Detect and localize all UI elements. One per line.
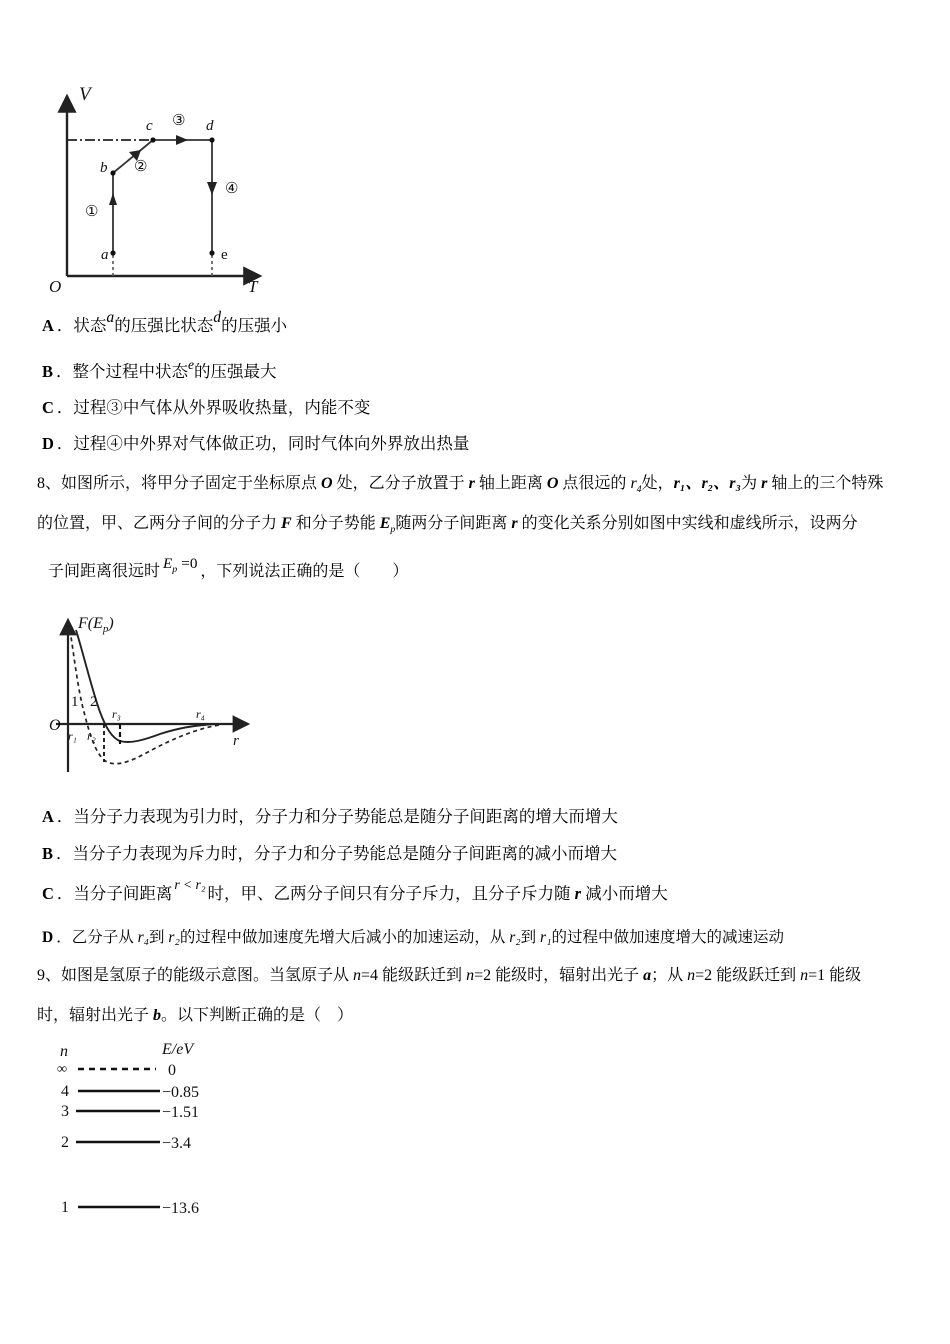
q8-l3-eq: =0: [181, 555, 198, 572]
q7-option-b-state: e: [188, 357, 195, 372]
q8-option-d-c: 的过程中做加速度先增大后减小的加速运动，从: [179, 929, 510, 946]
q8-l3-Ep-sub: p: [172, 564, 178, 576]
fr-graph-svg: [48, 612, 298, 782]
state-dot-b: [110, 170, 115, 175]
q7-option-b-label: B: [42, 362, 54, 381]
q8-option-c-suffix-b: 减小而增大: [581, 884, 668, 903]
q8-option-d-label: D: [42, 929, 54, 946]
energy-level-label-4: 4: [61, 1083, 69, 1100]
q7-option-a-label: A: [42, 316, 54, 335]
fr-r-axis-label: r: [233, 733, 239, 749]
fr-curve-label-2: 2: [90, 694, 98, 710]
q7-option-a-suffix: 的压强小: [221, 316, 288, 335]
q8-option-d-r4: r₄: [137, 929, 150, 946]
q8-l1b: 处，乙分子放置于: [332, 475, 469, 492]
q7-option-d: D ．过程④中外界对气体做正功，同时气体向外界放出热量: [42, 434, 470, 453]
q8-option-c-r: r: [574, 884, 582, 903]
q7-option-d-label: D: [42, 434, 54, 453]
q8-option-d-r1: r₁: [540, 929, 552, 946]
q7-option-a-state-2: d: [213, 309, 222, 326]
q7-option-c-text: 过程③中气体从外界吸收热量，内能不变: [73, 398, 371, 417]
process-4-arrow: [207, 182, 217, 195]
q8-l2-F: F: [281, 515, 292, 532]
q8-number: 8、: [37, 475, 62, 492]
vt-point-label-c: c: [146, 118, 153, 134]
q8-l2b: 和分子势能: [291, 515, 380, 532]
q9-n2: n: [466, 967, 475, 984]
q9-l1f: =1 能级: [808, 967, 862, 984]
q8-option-a-text: 当分子力表现为引力时，分子力和分子势能总是随分子间距离的增大而增大: [73, 807, 618, 826]
q8-l1c: 轴上距离: [474, 475, 547, 492]
state-dot-e: [209, 250, 214, 255]
q9-l1b: =4 能级跃迁到: [361, 967, 467, 984]
vt-process-label-2: ②: [134, 157, 148, 175]
q8-option-c-prefix: 当分子间距离: [73, 884, 173, 903]
q7-option-a-state-1: a: [106, 309, 115, 326]
q9-n2b: n: [687, 967, 696, 984]
q8-stem-line-2: [37, 510, 858, 535]
fr-tick-label-r2: r₂: [87, 729, 96, 743]
q8-l1g: 轴上的三个特殊: [767, 475, 884, 492]
q8-l2-Ep-sub: p: [390, 524, 396, 536]
energy-level-value-inf: 0: [168, 1062, 176, 1079]
q8-l1f: 为: [741, 475, 762, 492]
fr-curve-label-1: 1: [71, 694, 79, 710]
vt-point-label-d: d: [206, 118, 214, 134]
q9-stem-line-2: [37, 1002, 353, 1025]
energy-level-value-2: −3.4: [162, 1135, 192, 1152]
energy-level-label-1: 1: [61, 1199, 69, 1216]
energy-level-value-3: −1.51: [162, 1104, 200, 1121]
q8-l1a: 如图所示，将甲分子固定于坐标原点: [61, 475, 322, 492]
q9-photon-b: b: [153, 1007, 162, 1024]
q8-l3-Ep: E: [163, 555, 173, 572]
q7-option-b-prefix: 整个过程中状态: [72, 362, 189, 381]
q9-l1a: 如图是氢原子的能级示意图。当氢原子从: [61, 967, 354, 984]
q9-n4: n: [353, 967, 362, 984]
q8-l1e: 处，: [641, 475, 674, 492]
fr-y-axis-label: $F(E_p)$: [78, 615, 114, 635]
q8-option-c: C ．当分子间距离 r < r₂ 时，甲、乙两分子间只有分子斥力，且分子斥力随 r 减小而增大: [42, 877, 668, 903]
q9-l2a: 时，辐射出光子: [37, 1007, 154, 1024]
q7-option-d-text: 过程④中外界对气体做正功，同时气体向外界放出热量: [73, 434, 470, 453]
q8-l2d: 的变化关系分别如图中实线和虚线所示，设两分: [517, 515, 858, 532]
q8-l1-r2: r: [761, 475, 768, 492]
q8-option-b-text: 当分子力表现为斥力时，分子力和分子势能总是随分子间距离的减小而增大: [72, 844, 618, 863]
state-dot-d: [209, 137, 214, 142]
q9-l1d: ；从: [651, 967, 688, 984]
q9-photon-a: a: [643, 967, 652, 984]
q8-option-d: D ．乙分子从 r₄到 r₂的过程中做加速度先增大后减小的加速运动，从 r₂到 r₁的过程中做加速度增大的减速运动: [42, 929, 784, 946]
q8-option-d-r2: r₂: [168, 929, 180, 946]
q9-stem-line-1: [37, 962, 861, 985]
q8-stem-line-3: [48, 555, 409, 583]
vt-process-label-1: ①: [85, 202, 99, 220]
process-1-arrow: [109, 193, 117, 205]
vt-axis-x-label: T: [248, 277, 258, 293]
figure-energy-levels: [52, 1040, 267, 1230]
q8-option-c-condition: r < r₂: [174, 877, 206, 892]
q8-l1-origin: O: [321, 475, 333, 492]
energy-level-value-1: −13.6: [162, 1200, 200, 1217]
state-dot-a: [110, 250, 115, 255]
energy-level-svg: [52, 1040, 267, 1230]
q7-option-c: C ．过程③中气体从外界吸收热量，内能不变: [42, 398, 371, 417]
energy-level-value-4: −0.85: [162, 1084, 200, 1101]
q7-option-c-label: C: [42, 398, 54, 417]
q8-l1-rlist: r₁、r₂、r₃: [673, 475, 742, 492]
q8-l1-r: r: [468, 475, 475, 492]
fr-tick-label-r1: r₁: [68, 729, 77, 743]
q8-option-d-d: 到: [520, 929, 541, 946]
energy-level-label-inf: ∞: [57, 1062, 67, 1077]
q8-option-c-label: C: [42, 884, 54, 903]
energy-col-header-E: E/eV: [162, 1041, 194, 1058]
q8-option-d-e: 的过程中做加速度增大的减速运动: [551, 929, 784, 946]
q8-option-b: B ．当分子力表现为斥力时，分子力和分子势能总是随分子间距离的减小而增大: [42, 844, 618, 863]
q9-l2b: 。以下判断正确的是（ ）: [161, 1007, 354, 1024]
q8-l2-r: r: [511, 515, 518, 532]
q7-option-a-prefix: 状态: [73, 316, 107, 335]
state-dot-c: [150, 137, 155, 142]
q9-n1: n: [800, 967, 809, 984]
q8-option-d-a: 乙分子从: [71, 929, 138, 946]
fr-tick-label-r4: r₄: [196, 707, 205, 721]
q8-l1-r4-sub: 4: [636, 484, 642, 496]
q9-l1e: =2 能级跃迁到: [695, 967, 801, 984]
vt-origin-label: O: [49, 277, 62, 293]
q9-l1c: =2 能级时，辐射出光子: [474, 967, 644, 984]
q8-l1-origin-2: O: [546, 475, 559, 492]
q8-option-b-label: B: [42, 844, 54, 863]
energy-level-label-2: 2: [61, 1134, 69, 1151]
figure-vt-diagram: [45, 78, 305, 293]
q8-option-a: A ．当分子力表现为引力时，分子力和分子势能总是随分子间距离的增大而增大: [42, 807, 618, 826]
q8-option-d-b: 到: [149, 929, 169, 946]
q7-option-b: B ．整个过程中状态e的压强最大: [42, 357, 277, 381]
q8-l3b: ，下列说法正确的是（ ）: [200, 563, 409, 580]
q8-stem-line-1: [37, 470, 883, 495]
vt-process-label-4: ④: [225, 179, 239, 197]
vt-axis-y-label: V: [79, 84, 91, 105]
q8-option-a-label: A: [42, 807, 54, 826]
vt-point-label-a: a: [101, 247, 109, 263]
q7-option-a: A ．状态a的压强比状态d的压强小: [42, 309, 288, 335]
q8-option-c-suffix-a: 时，甲、乙两分子间只有分子斥力，且分子斥力随: [207, 884, 575, 903]
vt-process-label-3: ③: [172, 111, 186, 129]
figure-fr-graph: [48, 612, 298, 782]
q8-l2-Ep: E: [379, 515, 391, 532]
q8-l3a: 子间距离很远时: [48, 563, 161, 580]
process-3-arrow: [176, 135, 188, 145]
vt-point-label-e: e: [221, 247, 228, 263]
q8-l1-r4: r: [630, 475, 637, 492]
fr-tick-label-r3: r₃: [112, 707, 121, 721]
q9-number: 9、: [37, 967, 62, 984]
q8-l2a: 的位置，甲、乙两分子间的分子力: [37, 515, 282, 532]
fr-origin-label: O: [49, 717, 61, 734]
vt-diagram-svg: [45, 78, 305, 293]
q7-option-b-suffix: 的压强最大: [194, 362, 277, 381]
q8-l2c: 随两分子间距离: [395, 515, 512, 532]
energy-level-label-3: 3: [61, 1103, 69, 1120]
vt-point-label-b: b: [100, 160, 108, 176]
q8-option-d-r2b: r₂: [509, 929, 521, 946]
q8-l1d: 点很远的: [558, 475, 631, 492]
fr-solid-curve-F: [76, 630, 216, 742]
energy-col-header-n: n: [60, 1043, 68, 1060]
q7-option-a-mid: 的压强比状态: [114, 316, 214, 335]
